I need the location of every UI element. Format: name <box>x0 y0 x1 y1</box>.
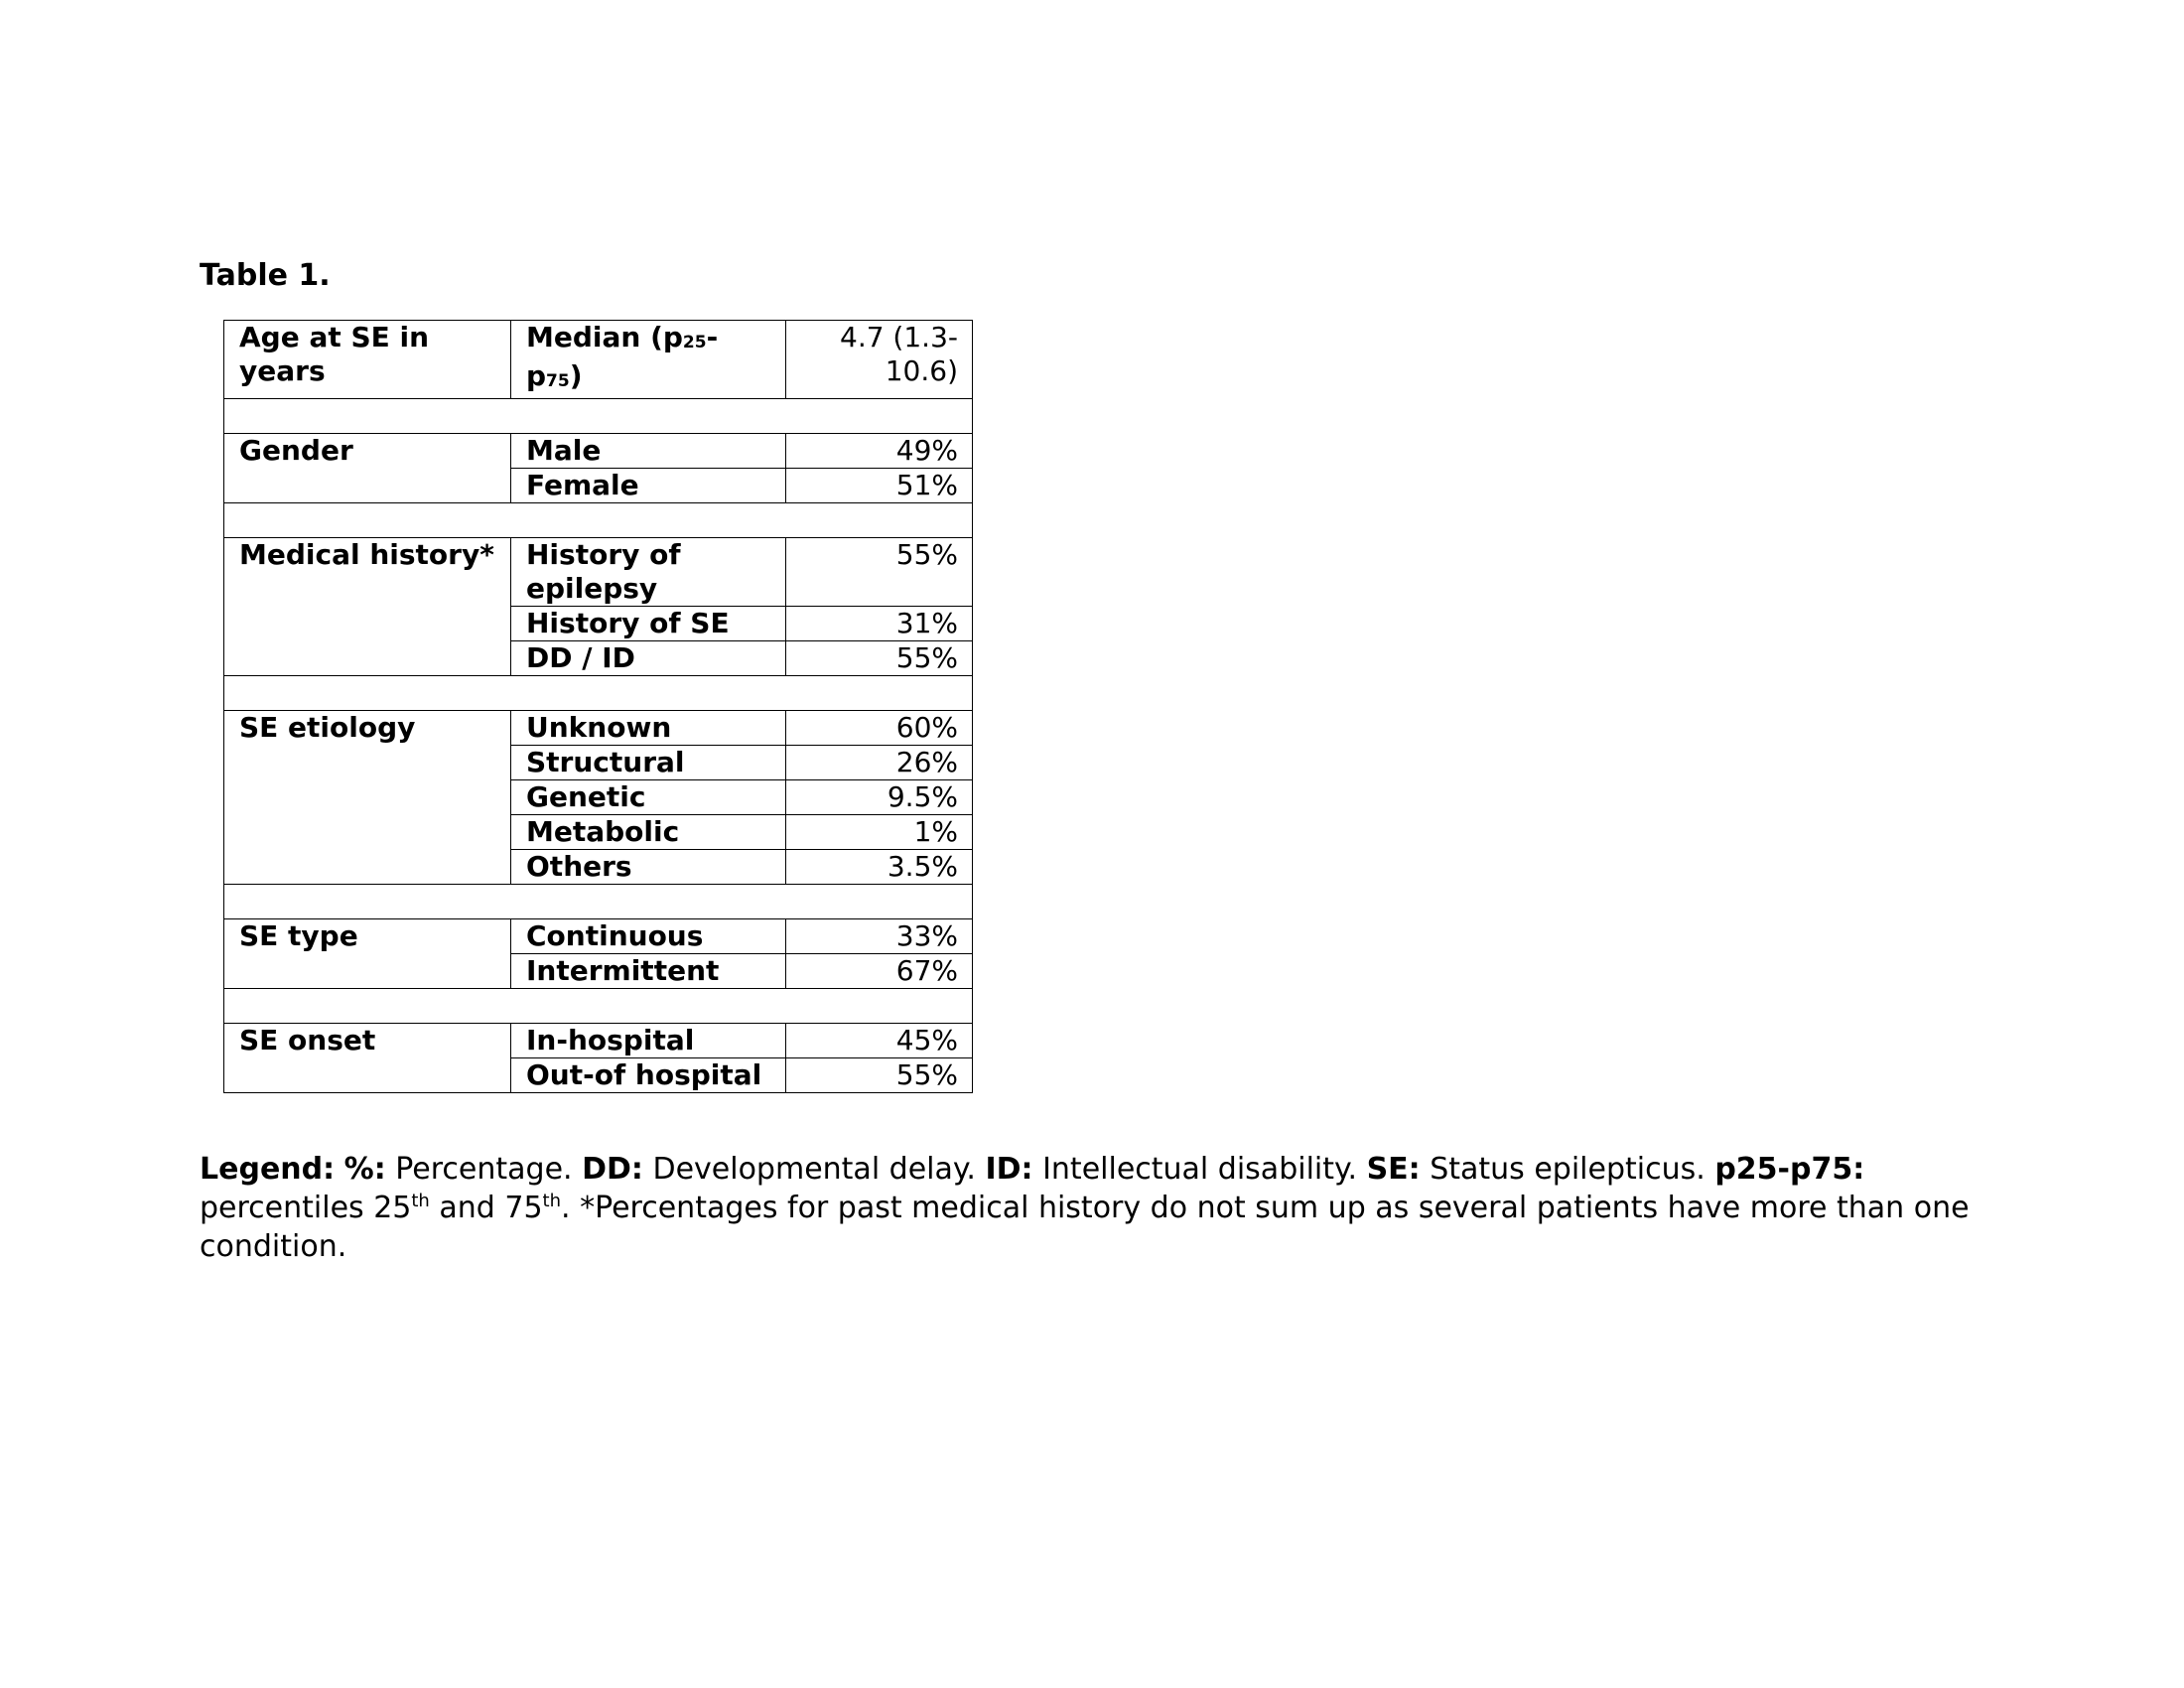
legend-def-se: Status epilepticus. <box>1420 1152 1706 1187</box>
table-title: Table 1. <box>200 258 331 293</box>
row-value: 26% <box>786 746 973 780</box>
row-label: Continuous <box>511 919 786 954</box>
row-label: Female <box>511 469 786 503</box>
table-row <box>224 919 973 954</box>
legend-label: Legend: <box>200 1152 336 1187</box>
legend-term-dd: DD: <box>582 1152 643 1187</box>
age-measure-sub-2: 75 <box>546 371 570 391</box>
table-legend <box>200 1150 1986 1266</box>
legend-term-percent: %: <box>343 1152 386 1187</box>
spacer-cell <box>224 399 973 434</box>
spacer-row <box>224 676 973 711</box>
spacer-cell <box>224 503 973 538</box>
row-value: 55% <box>786 538 973 607</box>
legend-term-se: SE: <box>1366 1152 1421 1187</box>
row-label: Intermittent <box>511 954 786 989</box>
legend-def-percent: Percentage. <box>385 1152 573 1187</box>
row-value: 55% <box>786 641 973 676</box>
table-row <box>224 434 973 469</box>
spacer-cell <box>224 989 973 1024</box>
legend-def-dd: Developmental delay. <box>642 1152 976 1187</box>
age-label-cell: Age at SE in years <box>224 321 511 399</box>
spacer-cell <box>224 676 973 711</box>
age-value-cell: 4.7 (1.3-10.6) <box>786 321 973 399</box>
spacer-row <box>224 503 973 538</box>
row-label: In-hospital <box>511 1024 786 1058</box>
group-label-medical-history: Medical history* <box>224 538 511 676</box>
spacer-row <box>224 885 973 919</box>
group-label-se-etiology: SE etiology <box>224 711 511 885</box>
legend-def-percentiles-2: and 75 <box>429 1191 543 1225</box>
row-label: Unknown <box>511 711 786 746</box>
age-measure-text-3: ) <box>569 359 583 392</box>
age-measure-text-2: -p <box>526 321 719 392</box>
row-value: 31% <box>786 607 973 641</box>
spacer-cell <box>224 885 973 919</box>
row-value: 67% <box>786 954 973 989</box>
spacer-row <box>224 399 973 434</box>
table-row <box>224 1024 973 1058</box>
row-value: 60% <box>786 711 973 746</box>
row-label: History of SE <box>511 607 786 641</box>
row-value: 55% <box>786 1058 973 1093</box>
row-label: Genetic <box>511 780 786 815</box>
legend-sup-2: th <box>542 1191 561 1211</box>
age-measure-sub-1: 25 <box>682 333 707 352</box>
row-value: 49% <box>786 434 973 469</box>
age-measure-cell <box>511 321 786 399</box>
table-row <box>224 538 973 607</box>
row-value: 9.5% <box>786 780 973 815</box>
legend-def-percentiles-1: percentiles 25 <box>200 1191 412 1225</box>
row-label: DD / ID <box>511 641 786 676</box>
legend-term-id: ID: <box>985 1152 1033 1187</box>
row-value: 1% <box>786 815 973 850</box>
row-label: Male <box>511 434 786 469</box>
table-row <box>224 711 973 746</box>
row-label: Others <box>511 850 786 885</box>
demographics-table <box>223 320 973 1093</box>
row-label: Out-of hospital <box>511 1058 786 1093</box>
row-value: 33% <box>786 919 973 954</box>
row-value: 3.5% <box>786 850 973 885</box>
group-label-gender: Gender <box>224 434 511 503</box>
row-value: 51% <box>786 469 973 503</box>
row-label: Metabolic <box>511 815 786 850</box>
age-measure-text-1: Median (p <box>526 321 683 353</box>
legend-sup-1: th <box>411 1191 430 1211</box>
row-value: 45% <box>786 1024 973 1058</box>
legend-term-percentiles: p25-p75: <box>1714 1152 1865 1187</box>
table-row-age <box>224 321 973 399</box>
row-label: Structural <box>511 746 786 780</box>
legend-def-id: Intellectual disability. <box>1032 1152 1358 1187</box>
legend-note: . *Percentages for past medical history do not sum up as several patients have more than one condition. <box>200 1191 1970 1264</box>
spacer-row <box>224 989 973 1024</box>
group-label-se-onset: SE onset <box>224 1024 511 1093</box>
row-label: History of epilepsy <box>511 538 786 607</box>
group-label-se-type: SE type <box>224 919 511 989</box>
